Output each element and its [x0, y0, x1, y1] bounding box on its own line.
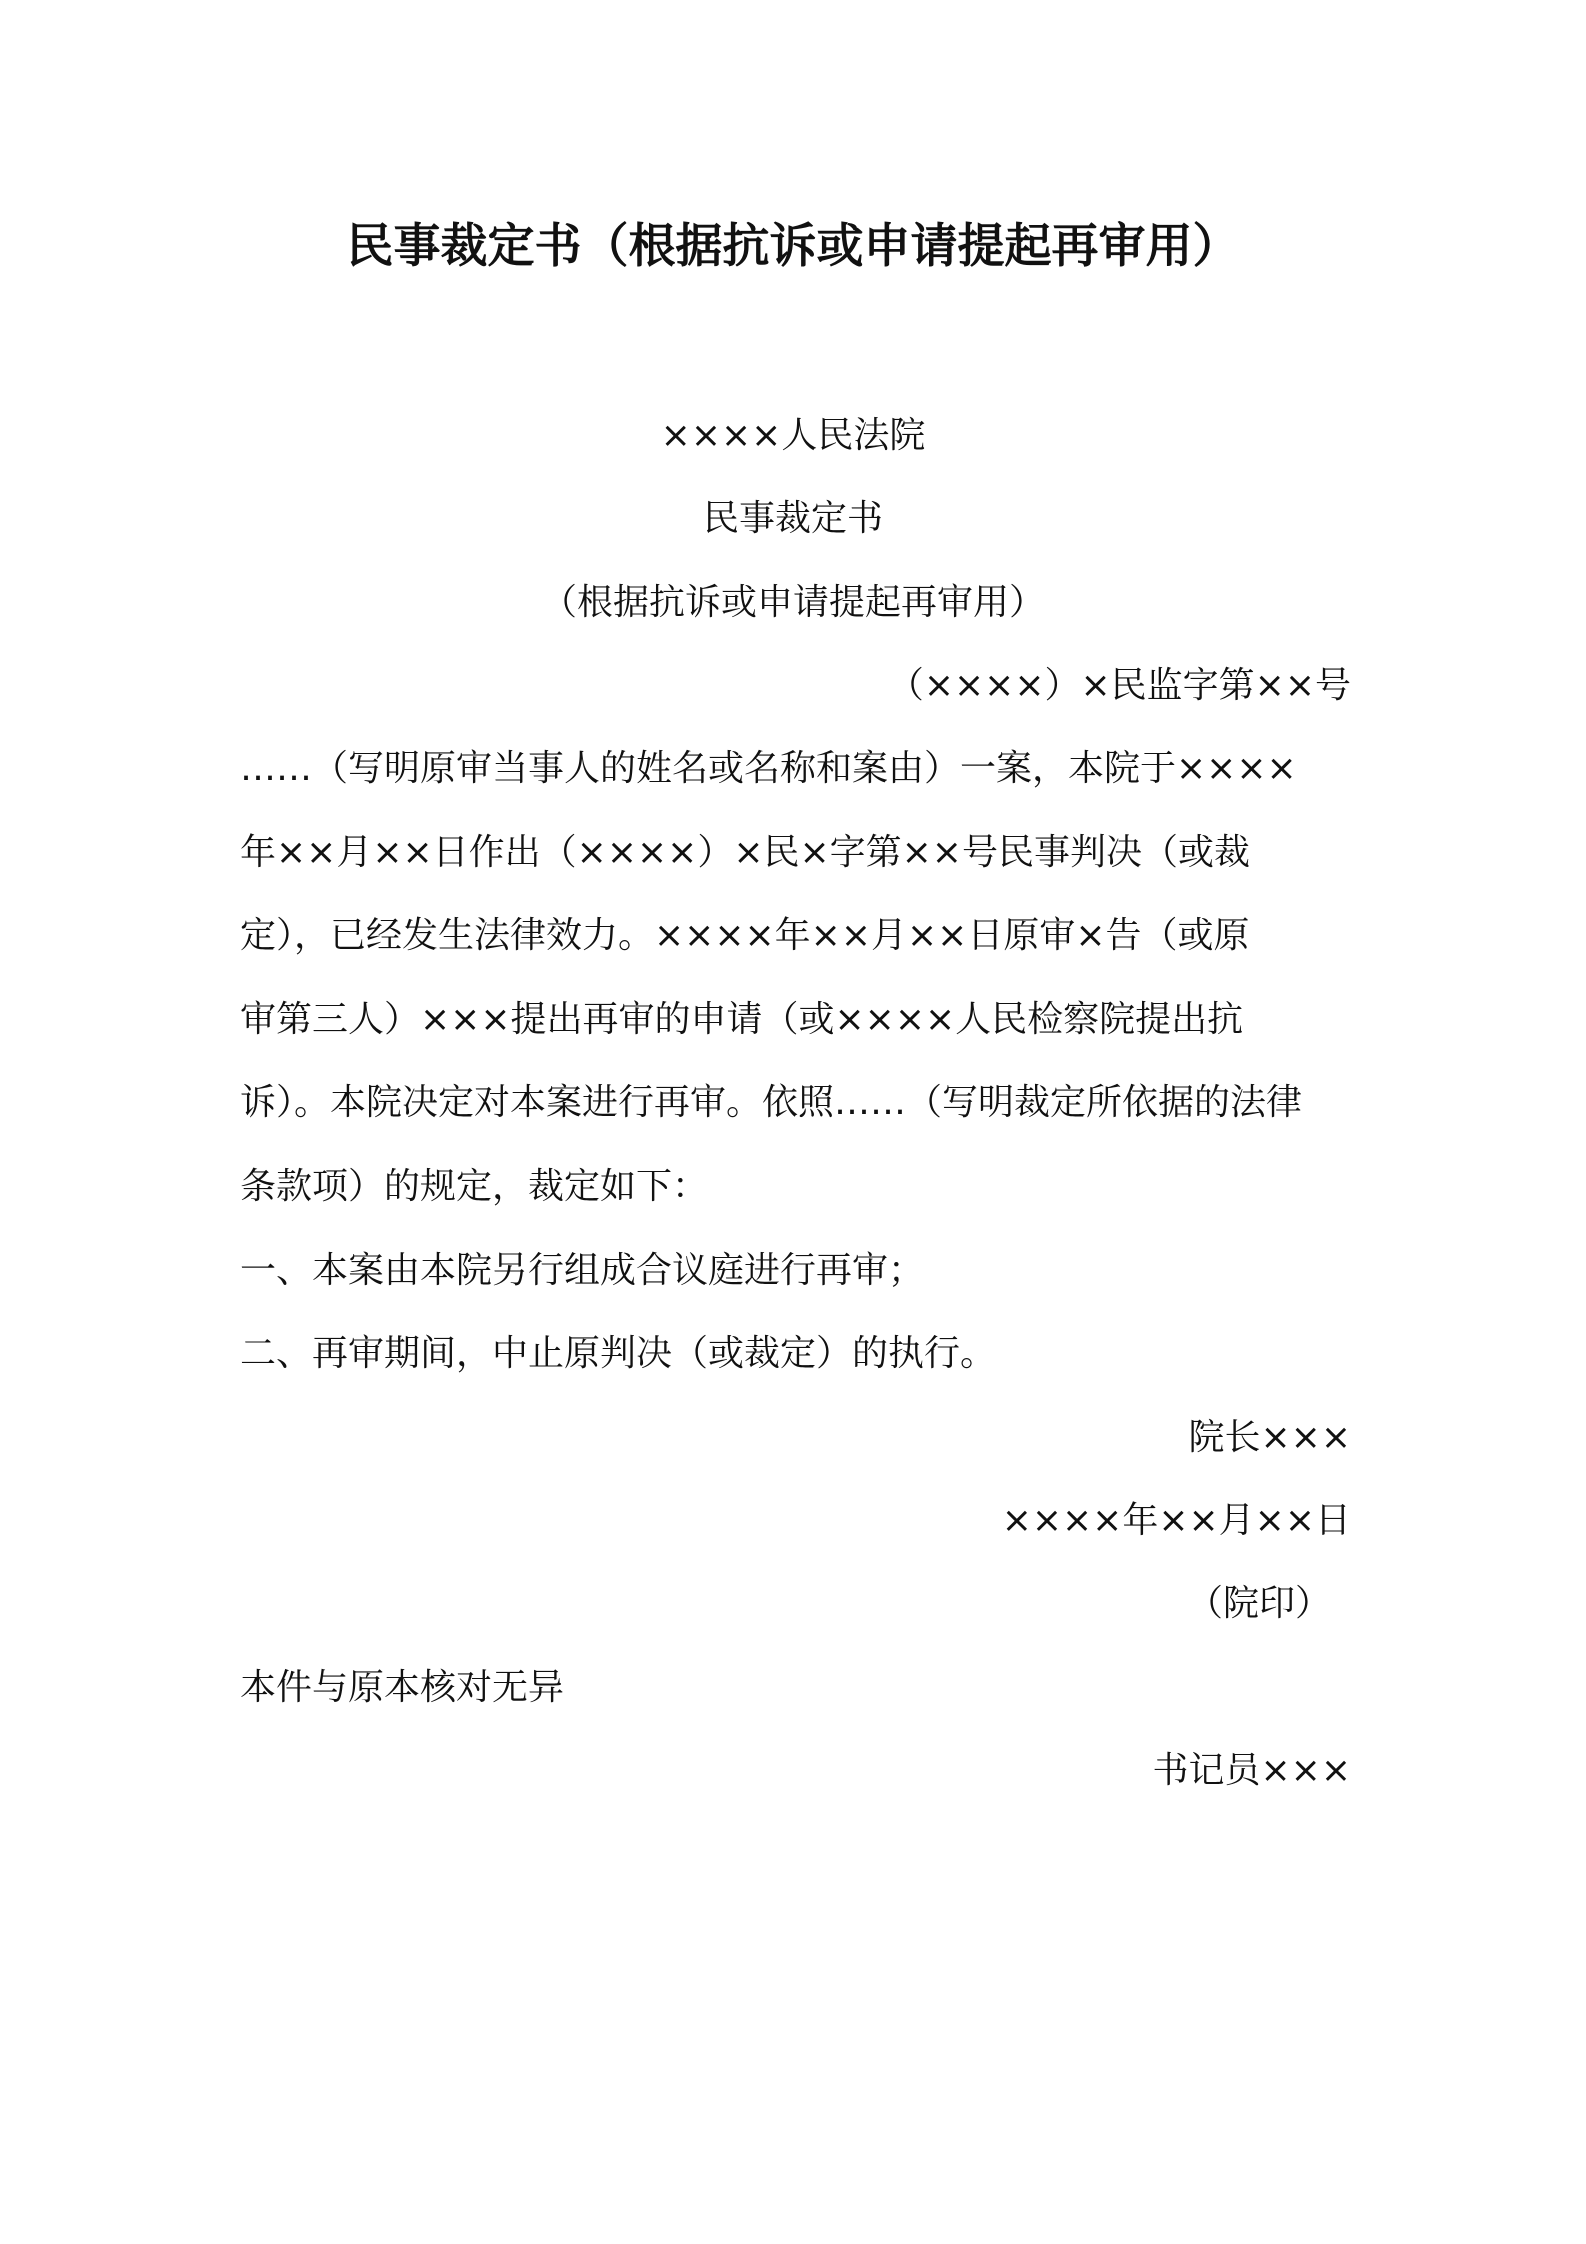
body-line: 定），已经发生法律效力。××××年××月××日原审×告（或原 [240, 915, 1250, 957]
ruling-item-2: 二、再审期间，中止原判决（或裁定）的执行。 [240, 1333, 997, 1375]
clerk-signature: 书记员××× [1152, 1750, 1351, 1791]
document-subtitle: （根据抗诉或申请提起再审用） [540, 582, 1045, 623]
ruling-item-1: 一、本案由本院另行组成合议庭进行再审； [240, 1249, 925, 1291]
document-type: 民事裁定书 [702, 498, 883, 539]
case-number: （××××）×民监字第××号 [887, 665, 1351, 706]
ruling-date: ××××年××月××日 [1001, 1500, 1351, 1541]
ruling-body [240, 727, 1351, 1396]
document-title: 民事裁定书（根据抗诉或申请提起再审用） [346, 219, 1240, 274]
court-name: ××××人民法院 [660, 415, 926, 456]
president-signature: 院长××× [1188, 1417, 1351, 1458]
body-line: 诉）。本院决定对本案进行再审。依照……（写明裁定所依据的法律 [240, 1082, 1303, 1124]
body-line: ……（写明原审当事人的姓名或名称和案由）一案，本院于×××× [240, 748, 1297, 789]
body-line: 审第三人）×××提出再审的申请（或××××人民检察院提出抗 [240, 998, 1244, 1040]
court-seal: （院印） [1186, 1583, 1331, 1624]
body-line: 年××月××日作出（××××）×民×字第××号民事判决（或裁 [240, 831, 1250, 873]
body-line: 条款项）的规定，裁定如下： [240, 1165, 709, 1207]
verification-note: 本件与原本核对无异 [240, 1667, 565, 1708]
